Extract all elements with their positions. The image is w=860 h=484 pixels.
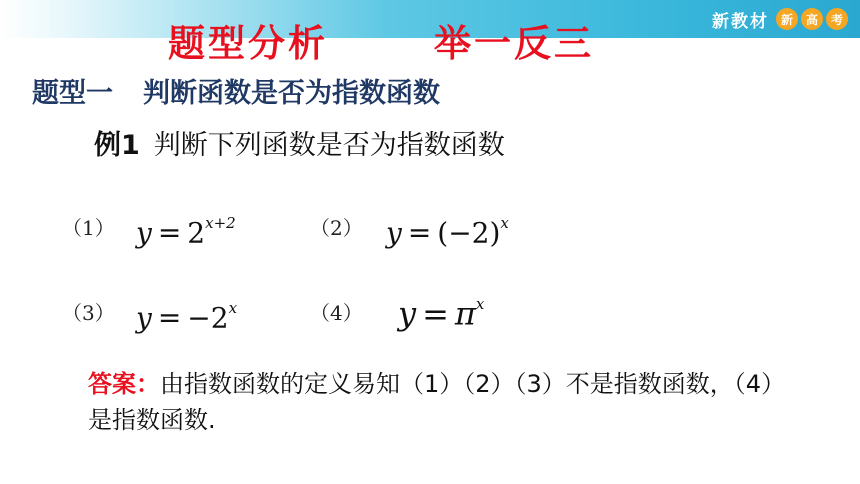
formula-3-eq: = xyxy=(157,301,182,335)
formula-1-base: 2 xyxy=(187,216,206,250)
badge-xin: 新 xyxy=(776,8,798,30)
item-number-2: （2） xyxy=(310,216,363,240)
formula-2-lhs: y xyxy=(386,216,402,250)
formula-2 xyxy=(386,207,509,250)
section-label: 题型一 xyxy=(32,78,113,109)
formula-2-exp: x xyxy=(500,214,509,232)
item-number-4: （4） xyxy=(310,301,363,325)
example-prompt xyxy=(94,126,505,166)
section-title: 判断函数是否为指数函数 xyxy=(143,78,440,109)
formula-3 xyxy=(136,292,238,335)
formula-1-eq: = xyxy=(157,216,182,250)
answer-block xyxy=(88,366,778,438)
formula-4-lhs: y xyxy=(398,294,417,333)
formula-4-base: π xyxy=(454,294,476,333)
formula-3-exp: x xyxy=(228,299,238,317)
brand-logo xyxy=(712,6,848,32)
banner-title-left: 题型分析 xyxy=(168,21,328,65)
formula-4 xyxy=(398,288,485,333)
answer-label: 答案： xyxy=(88,370,160,398)
item-number-3: （3） xyxy=(62,301,115,325)
formula-2-base: (−2) xyxy=(437,216,501,250)
formula-4-eq: = xyxy=(422,294,449,333)
banner-title-right: 举一反三 xyxy=(434,21,594,65)
badge-gao: 高 xyxy=(801,8,823,30)
badge-kao: 考 xyxy=(826,8,848,30)
example-label: 例1 xyxy=(94,130,140,161)
formula-3-base: −2 xyxy=(187,301,229,335)
formula-2-eq: = xyxy=(407,216,432,250)
formula-1-lhs: y xyxy=(136,216,152,250)
formula-1 xyxy=(136,207,236,250)
example-text: 判断下列函数是否为指数函数 xyxy=(153,130,505,161)
formula-4-exp: x xyxy=(475,295,485,313)
item-number-1: （1） xyxy=(62,216,115,240)
formula-3-lhs: y xyxy=(136,301,152,335)
header-band xyxy=(0,0,860,38)
answer-text: 由指数函数的定义易知（1）（2）（3）不是指数函数，（4）是指数函数. xyxy=(88,370,774,434)
brand-text: 新教材 xyxy=(712,11,769,32)
formula-1-exp: x+2 xyxy=(205,214,236,232)
section-heading xyxy=(32,74,440,114)
